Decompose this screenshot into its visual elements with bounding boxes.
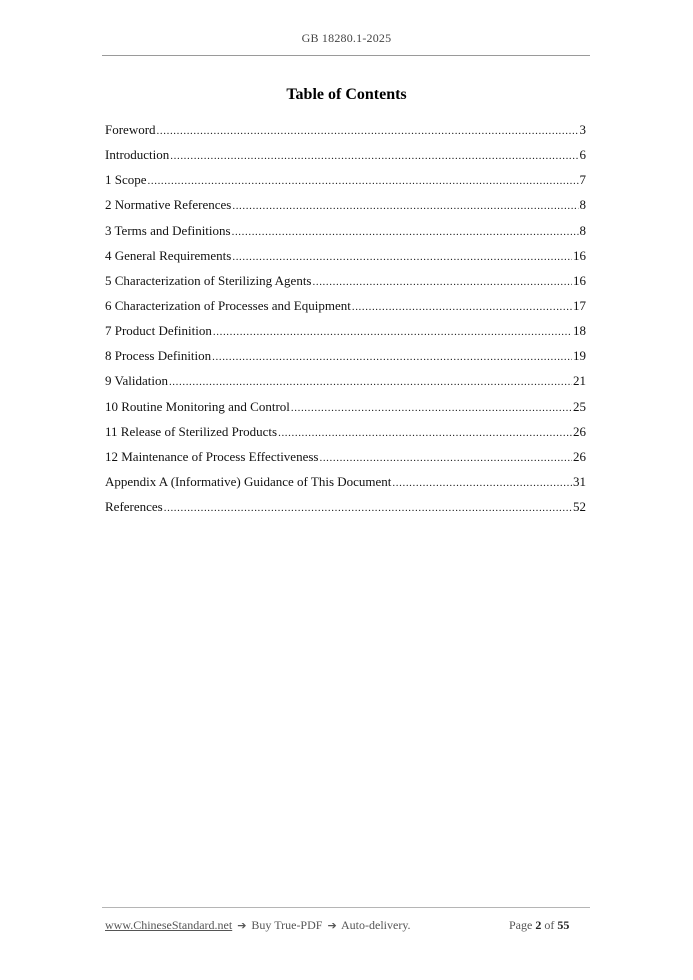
toc-entry-label: 5 Characterization of Sterilizing Agents <box>105 272 312 288</box>
dot-leader <box>278 423 572 443</box>
toc-entry-page: 21 <box>573 373 586 389</box>
toc-entry[interactable] <box>105 397 586 422</box>
footer-divider <box>102 907 590 908</box>
toc-entry-label: References <box>105 499 163 515</box>
toc-entry[interactable] <box>105 120 586 145</box>
toc-entry-page: 26 <box>573 423 586 439</box>
buy-true-pdf-text: Buy True-PDF <box>251 918 323 932</box>
toc-entry-label: 3 Terms and Definitions <box>105 222 231 238</box>
toc-entry-page: 17 <box>573 297 586 313</box>
auto-delivery-text: Auto-delivery. <box>341 918 411 932</box>
dot-leader <box>319 448 572 468</box>
toc-entry-label: 4 General Requirements <box>105 247 232 263</box>
footer-promo <box>105 918 411 933</box>
header-divider <box>102 55 590 56</box>
dot-leader <box>291 398 572 418</box>
toc-entry-label: 9 Validation <box>105 373 168 389</box>
dot-leader <box>352 297 572 317</box>
toc-entry-label: 7 Product Definition <box>105 323 212 339</box>
toc-entry-page: 16 <box>573 247 586 263</box>
toc-entry-page: 7 <box>579 172 586 188</box>
toc-entry-page: 16 <box>573 272 586 288</box>
toc-entry-label: 10 Routine Monitoring and Control <box>105 398 290 414</box>
total-pages: 55 <box>557 918 570 932</box>
toc-entry[interactable] <box>105 246 586 271</box>
toc-entry-page: 3 <box>579 122 586 137</box>
toc-entry-page: 52 <box>573 499 586 515</box>
toc-entry-page: 19 <box>573 348 586 364</box>
site-link[interactable]: www.ChineseStandard.net <box>105 918 233 932</box>
dot-leader <box>232 222 579 242</box>
toc-entry[interactable] <box>105 472 586 497</box>
current-page: 2 <box>535 918 542 932</box>
toc-entry[interactable] <box>105 221 586 246</box>
toc-entry-page: 18 <box>573 323 586 339</box>
toc-entry-page: 25 <box>573 398 586 414</box>
table-of-contents <box>105 120 586 522</box>
toc-entry-page: 8 <box>579 197 586 213</box>
page-number <box>509 918 569 933</box>
toc-entry-label: Appendix A (Informative) Guidance of This Document <box>105 473 392 489</box>
dot-leader <box>232 196 578 216</box>
right-arrow-icon: ➔ <box>237 919 247 932</box>
toc-entry-label: 12 Maintenance of Process Effectiveness <box>105 448 319 464</box>
toc-entry[interactable] <box>105 271 586 296</box>
toc-entry[interactable] <box>105 170 586 195</box>
dot-leader <box>164 498 572 518</box>
dot-leader <box>148 171 579 191</box>
toc-entry[interactable] <box>105 497 586 522</box>
dot-leader <box>313 272 573 292</box>
toc-entry[interactable] <box>105 447 586 472</box>
dot-leader <box>157 121 579 141</box>
toc-entry-label: Introduction <box>105 147 170 163</box>
dot-leader <box>213 322 572 342</box>
toc-entry-page: 31 <box>573 473 586 489</box>
toc-entry-label: 2 Normative References <box>105 197 232 213</box>
toc-entry-label: 6 Characterization of Processes and Equipment <box>105 297 351 313</box>
right-arrow-icon: ➔ <box>327 919 337 932</box>
toc-entry[interactable] <box>105 422 586 447</box>
dot-leader <box>170 146 578 166</box>
toc-entry[interactable] <box>105 296 586 321</box>
dot-leader <box>392 473 572 493</box>
toc-entry[interactable] <box>105 346 586 371</box>
page-word: Page <box>509 918 533 932</box>
toc-entry-page: 8 <box>579 222 586 238</box>
toc-entry-label: Foreword <box>105 122 156 137</box>
toc-entry-label: 11 Release of Sterilized Products <box>105 423 278 439</box>
page-title: Table of Contents <box>286 86 407 103</box>
toc-entry-page: 26 <box>573 448 586 464</box>
of-word: of <box>544 918 555 932</box>
toc-entry-page: 6 <box>579 147 586 163</box>
toc-entry-label: 1 Scope <box>105 172 147 188</box>
toc-entry[interactable] <box>105 195 586 220</box>
toc-entry-label: 8 Process Definition <box>105 348 212 364</box>
toc-entry[interactable] <box>105 145 586 170</box>
dot-leader <box>169 372 572 392</box>
toc-entry[interactable] <box>105 371 586 396</box>
dot-leader <box>232 247 572 267</box>
dot-leader <box>212 347 572 367</box>
toc-entry[interactable] <box>105 321 586 346</box>
running-header: GB 18280.1-2025 <box>301 31 392 45</box>
